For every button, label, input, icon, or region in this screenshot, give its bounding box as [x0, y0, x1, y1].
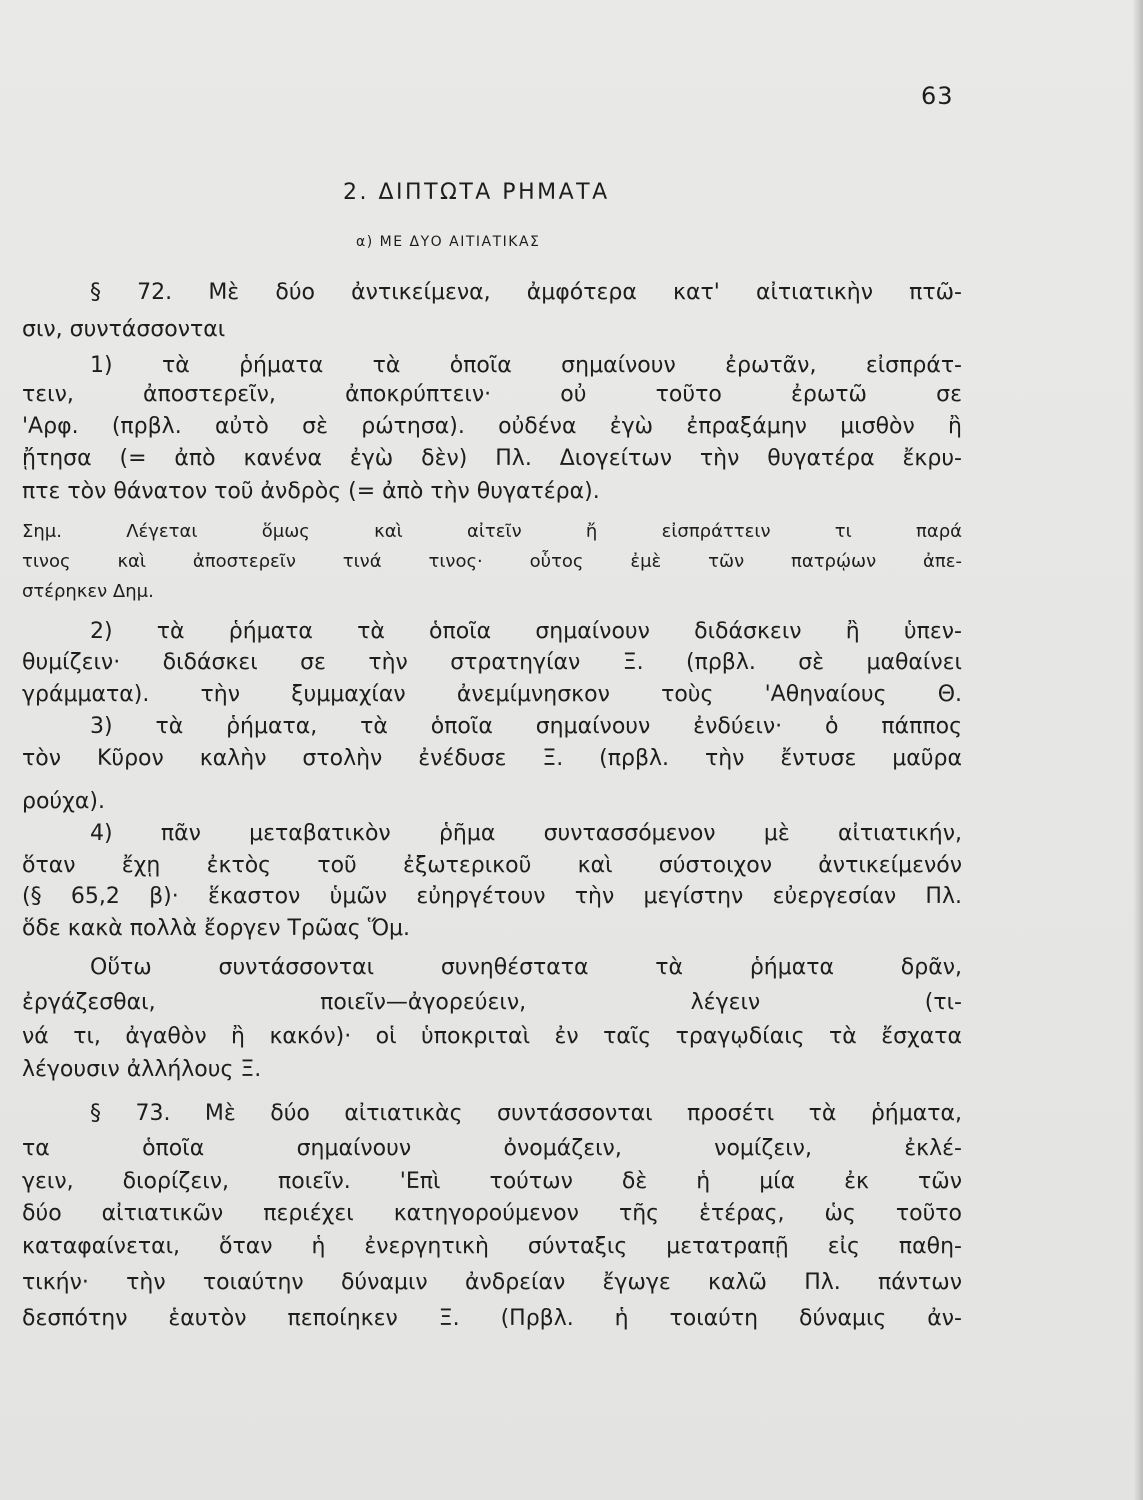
text-line: δύο αἰτιατικῶν περιέχει κατηγορούμενον τῆς ἑτέρας, ὡς τοῦτο: [22, 1201, 962, 1226]
text-line: δεσπότην ἑαυτὸν πεποίηκεν Ξ. (Πρβλ. ἡ τοιαύτη δύναμις ἀν-: [22, 1306, 962, 1331]
text-line: 1) τὰ ῥήματα τὰ ὁποῖα σημαίνουν ἐρωτᾶν, εἰσπράτ-: [90, 353, 962, 378]
text-line: ὅδε κακὰ πολλὰ ἔοργεν Τρῶας Ὅμ.: [22, 916, 411, 941]
text-line: 'Αρφ. (πρβλ. αὐτὸ σὲ ρώτησα). οὐδένα ἐγὼ ἐπραξάμην μισθὸν ἢ: [22, 414, 962, 439]
text-line: § 73. Μὲ δύο αἰτιατικὰς συντάσσονται προσέτι τὰ ῥήματα,: [90, 1101, 962, 1126]
page-number: 63: [921, 82, 954, 110]
note-line: τινος καὶ ἀποστερεῖν τινά τινος· οὗτος ἐμὲ τῶν πατρῴων ἀπε-: [22, 551, 962, 572]
section-subtitle: α) ΜΕ ΔΥΟ ΑΙΤΙΑΤΙΚΑΣ: [356, 234, 541, 250]
text-line: θυμίζειν· διδάσκει σε τὴν στρατηγίαν Ξ. (πρβλ. σὲ μαθαίνει: [22, 650, 962, 675]
text-line: ἐργάζεσθαι, ποιεῖν—ἀγορεύειν, λέγειν (τι-: [22, 990, 962, 1015]
page-edge-shadow: [1133, 0, 1143, 1500]
text-line: σιν, συντάσσονται: [22, 317, 226, 342]
text-line: 2) τὰ ῥήματα τὰ ὁποῖα σημαίνουν διδάσκειν ἢ ὑπεν-: [90, 619, 962, 644]
text-line: 3) τὰ ῥήματα, τὰ ὁποῖα σημαίνουν ἐνδύειν· ὁ πάππος: [90, 714, 962, 739]
text-line: ὅταν ἔχῃ ἐκτὸς τοῦ ἐξωτερικοῦ καὶ σύστοιχον ἀντικείμενόν: [22, 853, 962, 878]
text-line: λέγουσιν ἀλλήλους Ξ.: [22, 1057, 262, 1082]
text-line: Οὕτω συντάσσονται συνηθέστατα τὰ ῥήματα δρᾶν,: [90, 955, 962, 980]
text-line: γειν, διορίζειν, ποιεῖν. 'Επὶ τούτων δὲ ἡ μία ἐκ τῶν: [22, 1169, 962, 1194]
text-line: καταφαίνεται, ὅταν ἡ ἐνεργητικὴ σύνταξις μετατραπῇ εἰς παθη-: [22, 1234, 962, 1259]
text-line: ρούχα).: [22, 789, 105, 814]
text-line: 4) πᾶν μεταβατικὸν ῥῆμα συντασσόμενον μὲ αἰτιατικήν,: [90, 821, 962, 846]
text-line: τειν, ἀποστερεῖν, ἀποκρύπτειν· οὐ τοῦτο ἐρωτῶ σε: [22, 382, 962, 407]
note-line: Σημ. Λέγεται ὅμως καὶ αἰτεῖν ἤ εἰσπράττειν τι παρά: [22, 521, 962, 542]
text-line: (§ 65,2 β)· ἕκαστον ὑμῶν εὐηργέτουν τὴν μεγίστην εὐεργεσίαν Πλ.: [22, 884, 962, 909]
text-line: τα ὁποῖα σημαίνουν ὀνομάζειν, νομίζειν, ἐκλέ-: [22, 1136, 962, 1161]
note-line: στέρηκεν Δημ.: [22, 581, 154, 602]
text-line: τικήν· τὴν τοιαύτην δύναμιν ἀνδρείαν ἔγωγε καλῶ Πλ. πάντων: [22, 1270, 962, 1295]
text-line: γράμματα). τὴν ξυμμαχίαν ἀνεμίμνησκον τοὺς 'Αθηναίους Θ.: [22, 682, 962, 707]
text-line: πτε τὸν θάνατον τοῦ ἀνδρὸς (= ἀπὸ τὴν θυγατέρα).: [22, 479, 600, 504]
text-line: § 72. Μὲ δύο ἀντικείμενα, ἀμφότερα κατ' αἰτιατικὴν πτῶ-: [90, 280, 962, 305]
text-line: τὸν Κῦρον καλὴν στολὴν ἐνέδυσε Ξ. (πρβλ. τὴν ἔντυσε μαῦρα: [22, 746, 962, 771]
chapter-title: 2. ΔΙΠΤΩΤΑ ΡΗΜΑΤΑ: [343, 180, 610, 205]
text-line: ᾔτησα (= ἀπὸ κανένα ἐγὼ δὲν) Πλ. Διογείτων τὴν θυγατέρα ἔκρυ-: [22, 446, 962, 471]
text-line: νά τι, ἀγαθὸν ἢ κακόν)· οἱ ὑποκριταὶ ἐν ταῖς τραγῳδίαις τὰ ἔσχατα: [22, 1024, 962, 1049]
